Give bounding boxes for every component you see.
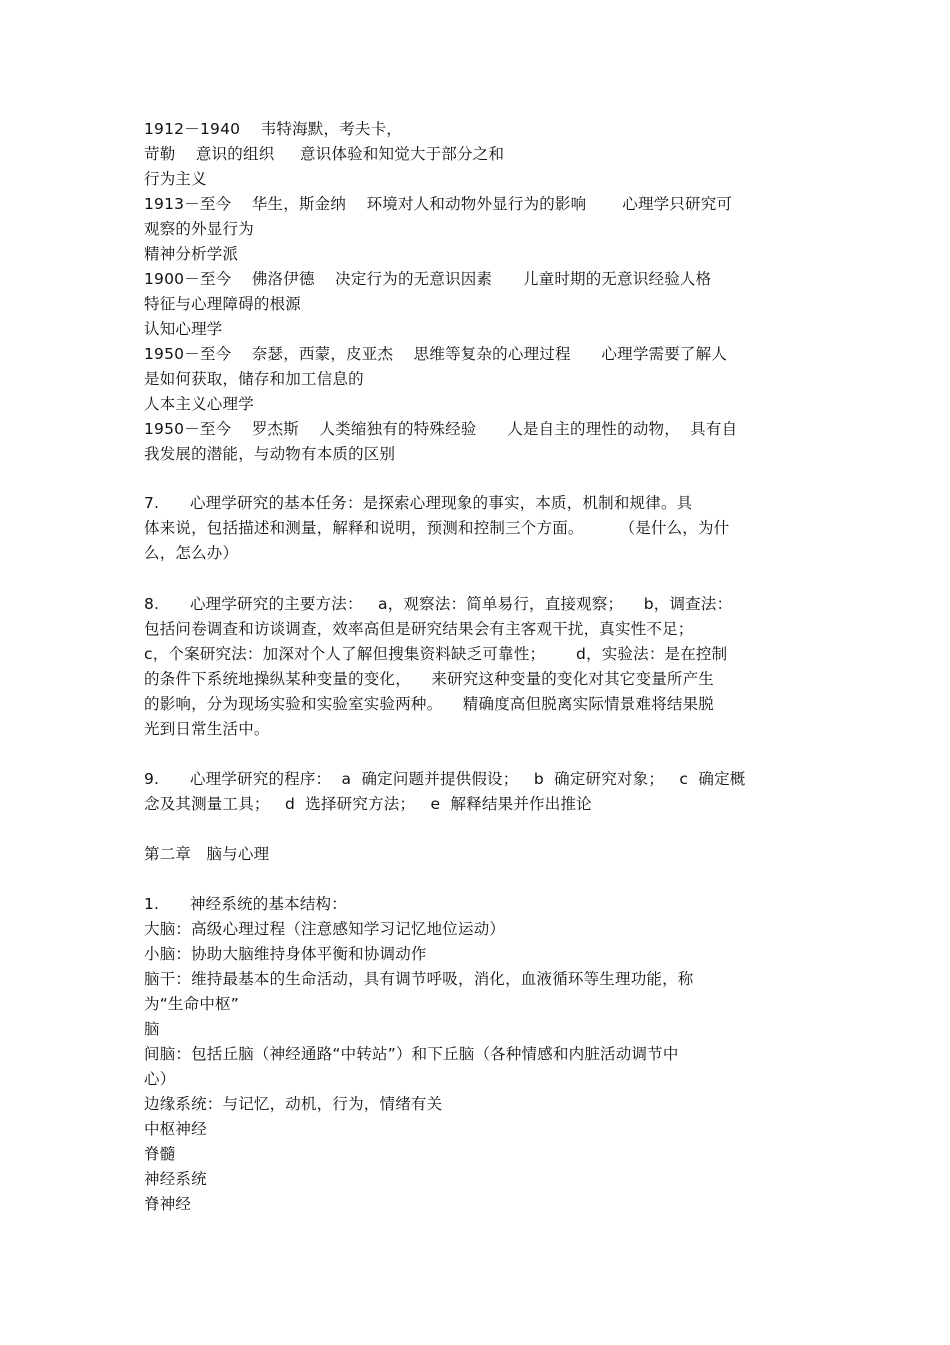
chapter-title: 第二章 脑与心理 [144,845,270,863]
cognitive-line-2: 是如何获取，储存和加工信息的 [144,370,364,388]
brain-label: 脑 [144,1020,160,1038]
psychoanalysis-line-2: 特征与心理障碍的根源 [144,295,302,313]
cns-label: 中枢神经 [144,1120,207,1138]
humanistic-title: 人本主义心理学 [144,395,254,413]
item8-line-4: 的条件下系统地操纵某种变量的变化， 来研究这种变量的变化对其它变量所产生 [144,670,715,688]
behaviorism-line-1: 1913－至今 华生，斯金纳 环境对人和动物外显行为的影响 心理学只研究可 [144,195,733,213]
item7-line-3: 么，怎么办） [144,544,239,562]
humanistic-line-2: 我发展的潜能，与动物有本质的区别 [144,445,396,463]
behaviorism-title: 行为主义 [144,170,207,188]
psychoanalysis-line-1: 1900－至今 佛洛伊德 决定行为的无意识因素 儿童时期的无意识经验人格 [144,270,712,288]
cognitive-line-1: 1950－至今 奈瑟，西蒙，皮亚杰 思维等复杂的心理过程 心理学需要了解人 [144,345,728,363]
cerebrum-line: 大脑：高级心理过程（注意感知学习记忆地位运动） [144,920,506,938]
item8-line-3: c，个案研究法：加深对个人了解但搜集资料缺乏可靠性； d，实验法：是在控制 [144,645,728,663]
spinal-cord-label: 脊髓 [144,1145,176,1163]
behaviorism-line-2: 观察的外显行为 [144,220,254,238]
brainstem-line-2: 为“生命中枢” [144,995,239,1013]
humanistic-line-1: 1950－至今 罗杰斯 人类缩独有的特殊经验 人是自主的理性的动物， 具有自 [144,420,738,438]
limbic-line: 边缘系统：与记忆，动机，行为，情绪有关 [144,1095,443,1113]
item8-line-2: 包括问卷调查和访谈调查，效率高但是研究结果会有主客观干扰，真实性不足； [144,620,694,638]
diencephalon-line-2: 心） [144,1070,176,1088]
item7-line-2: 体来说，包括描述和测量，解释和说明，预测和控制三个方面。 （是什么，为什 [144,519,730,537]
item7-line-1: 7. 心理学研究的基本任务：是探索心理现象的事实，本质，机制和规律。具 [144,494,693,512]
psychoanalysis-title: 精神分析学派 [144,245,239,263]
gestalt-line-2: 苛勒 意识的组织 意识体验和知觉大于部分之和 [144,145,505,163]
gestalt-line-1: 1912－1940 韦特海默，考夫卡， [144,120,403,138]
chapter2-item1-heading: 1. 神经系统的基本结构： [144,895,347,913]
item9-line-2: 念及其测量工具； d 选择研究方法； e 解释结果并作出推论 [144,795,592,813]
item9-line-1: 9. 心理学研究的程序： a 确定问题并提供假设； b 确定研究对象； c 确定概 [144,770,746,788]
cognitive-title: 认知心理学 [144,320,223,338]
nervous-system-label: 神经系统 [144,1170,207,1188]
item8-line-6: 光到日常生活中。 [144,720,270,738]
brainstem-line-1: 脑干：维持最基本的生命活动，具有调节呼吸，消化，血液循环等生理功能，称 [144,970,694,988]
item8-line-5: 的影响，分为现场实验和实验室实验两种。 精确度高但脱离实际情景难将结果脱 [144,695,715,713]
cerebellum-line: 小脑：协助大脑维持身体平衡和协调动作 [144,945,427,963]
spinal-nerves-label: 脊神经 [144,1195,192,1213]
item8-line-1: 8. 心理学研究的主要方法： a，观察法：简单易行，直接观察； b，调查法： [144,595,733,613]
diencephalon-line-1: 间脑：包括丘脑（神经通路“中转站”）和下丘脑（各种情感和内脏活动调节中 [144,1045,679,1063]
